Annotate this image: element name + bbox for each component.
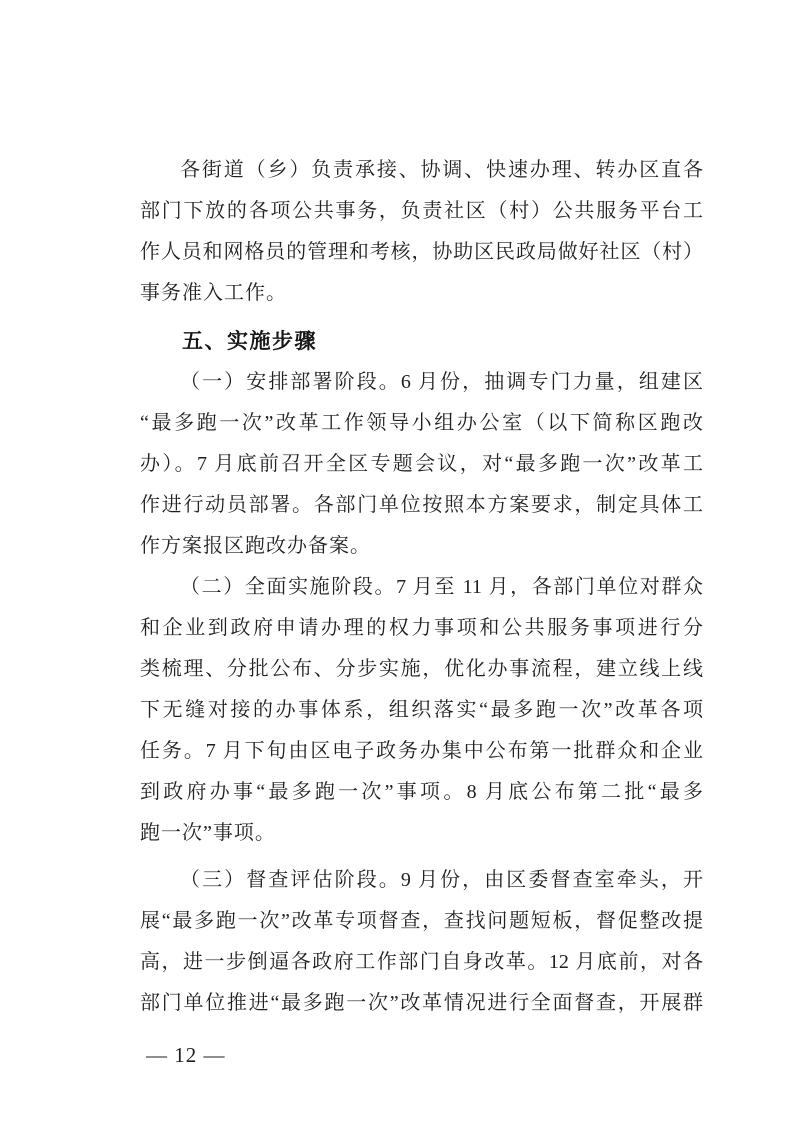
text-line: （二）全面实施阶段。7 月至 11 月，各部门单位对群众 [180, 576, 703, 598]
paragraph-stage-1-deployment [140, 362, 703, 567]
text-line: 和企业到政府申请办理的权力事项和公共服务事项进行分 [140, 617, 703, 639]
text-line: 任务。7 月下旬由区电子政务办集中公布第一批群众和企业 [140, 740, 703, 762]
text-line: 作进行动员部署。各部门单位按照本方案要求，制定具体工 [140, 494, 703, 516]
text-line: 部门单位推进“最多跑一次”改革情况进行全面督查，开展群 [140, 992, 703, 1014]
text-line: （一）安排部署阶段。6 月份，抽调专门力量，组建区 [180, 371, 703, 393]
paragraph-stage-3-inspection [140, 860, 703, 1024]
text-line: 各街道（乡）负责承接、协调、快速办理、转办区直各 [180, 159, 703, 181]
text-line: “最多跑一次”改革工作领导小组办公室（以下简称区跑改 [140, 412, 703, 434]
text-line: 类梳理、分批公布、分步实施，优化办事流程，建立线上线 [140, 658, 703, 680]
text-line: 作方案报区跑改办备案。 [140, 535, 371, 557]
document-body [140, 150, 703, 1024]
text-line: （三）督查评估阶段。9 月份，由区委督查室牵头，开 [180, 869, 703, 891]
text-line: 办）。7 月底前召开全区专题会议，对“最多跑一次”改革工 [140, 453, 703, 475]
text-line: 部门下放的各项公共事务，负责社区（村）公共服务平台工 [140, 200, 703, 222]
text-line: 跑一次”事项。 [140, 822, 276, 844]
section-heading-5: 五、实施步骤 [182, 330, 317, 353]
text-line: 作人员和网格员的管理和考核，协助区民政局做好社区（村） [140, 241, 703, 263]
paragraph-stage-2-implementation [140, 567, 703, 854]
text-line: 到政府办事“最多跑一次”事项。8 月底公布第二批“最多 [140, 781, 703, 803]
paragraph-street-duties [140, 150, 703, 314]
text-line: 高，进一步倒逼各政府工作部门自身改革。12 月底前，对各 [140, 951, 703, 973]
page-number: — 12 — [146, 1043, 226, 1067]
text-line: 事务准入工作。 [140, 282, 287, 304]
text-line: 下无缝对接的办事体系，组织落实“最多跑一次”改革各项 [140, 699, 703, 721]
text-line: 展“最多跑一次”改革专项督查，查找问题短板，督促整改提 [140, 910, 703, 932]
